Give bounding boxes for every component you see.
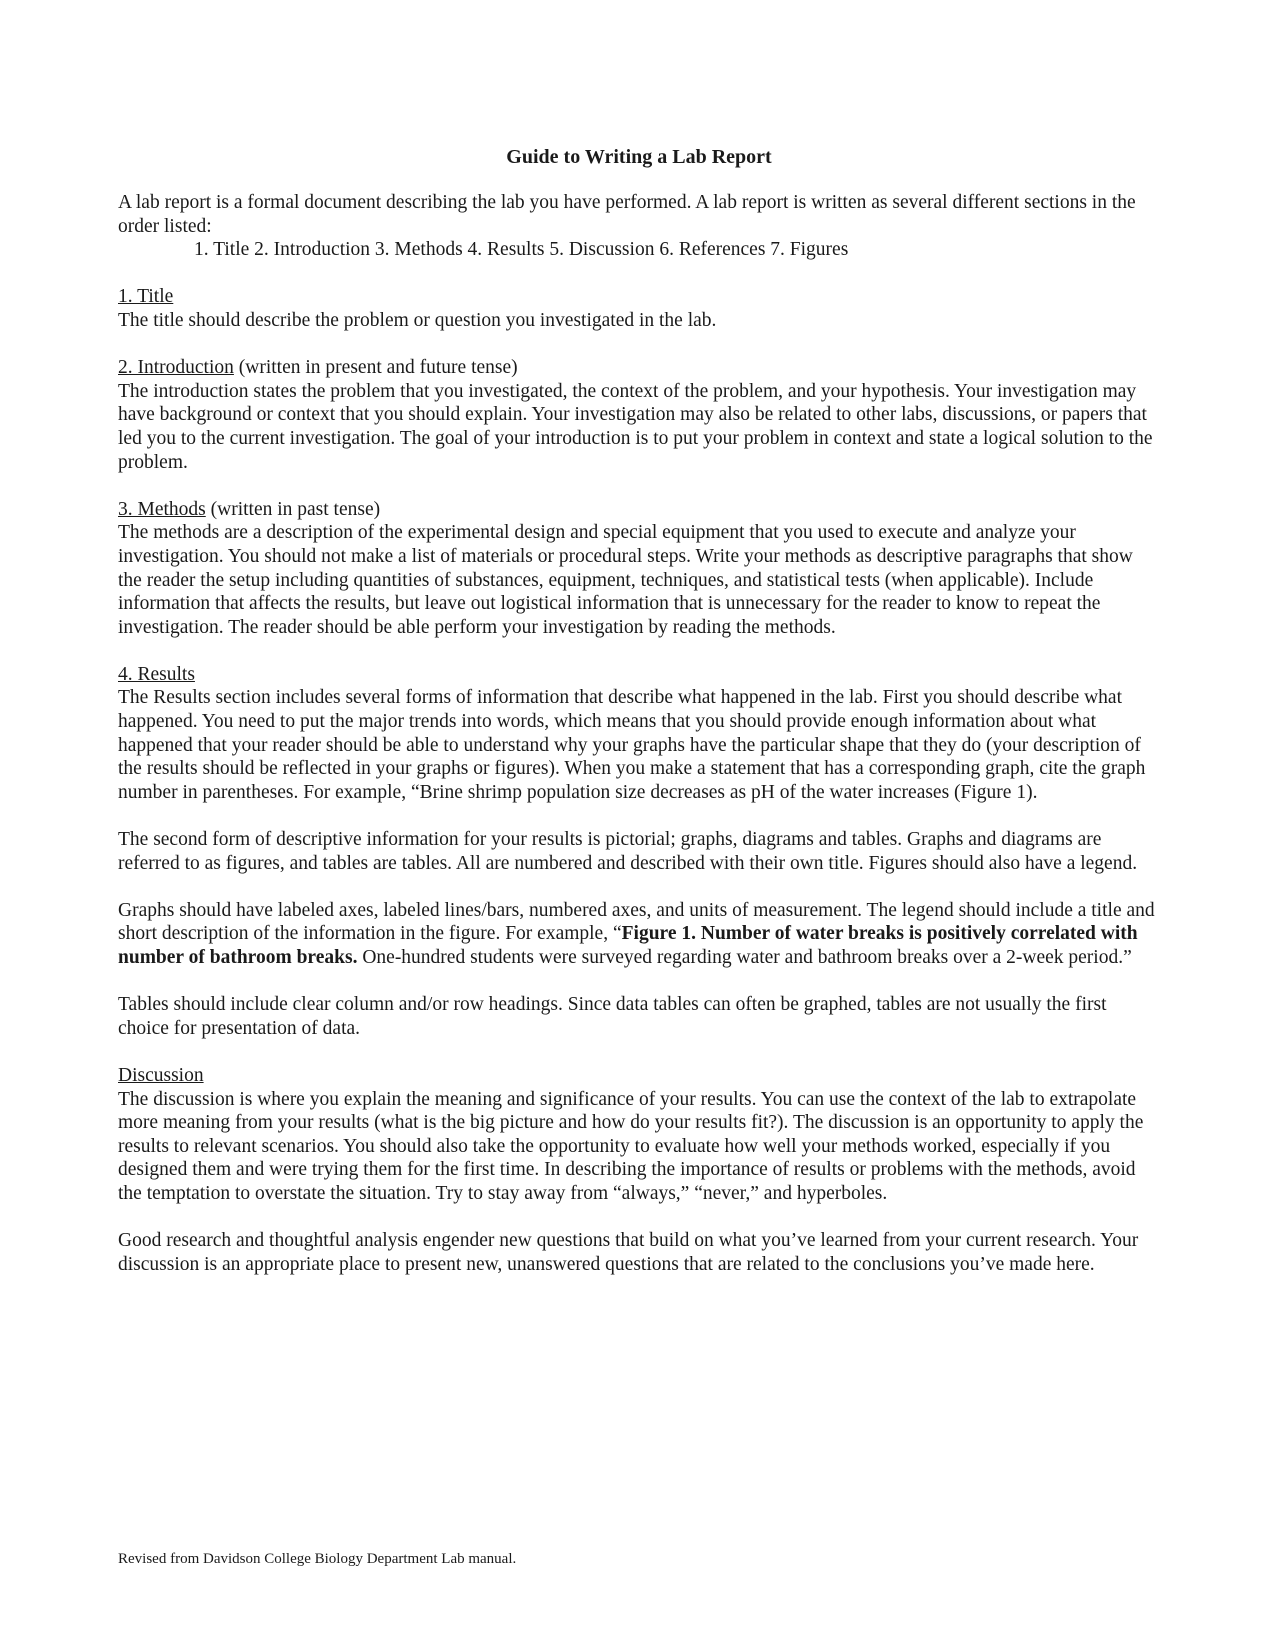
results-paragraph-3 bbox=[118, 899, 1160, 970]
section-introduction bbox=[118, 356, 1160, 474]
section-heading-discussion: Discussion bbox=[118, 1064, 204, 1086]
section-discussion bbox=[118, 1064, 1160, 1276]
document-title: Guide to Writing a Lab Report bbox=[506, 146, 772, 168]
section-body-introduction: The introduction states the problem that you investigated, the context of the problem, and your hypothesis. Your investigation may have background or context that you should explain. Your investigation may also be related to other labs, discussions, or papers that led you to the current investigation. The goal of your introduction is to put your problem in context and state a logical solution to the problem. bbox=[118, 380, 1153, 473]
section-heading-introduction: 2. Introduction bbox=[118, 357, 234, 379]
section-note-introduction: (written in present and future tense) bbox=[233, 357, 518, 379]
section-heading-title: 1. Title bbox=[118, 286, 174, 308]
section-results bbox=[118, 663, 1160, 1041]
results-paragraph-3-end: One-hundred students were surveyed regarding water and bathroom breaks over a 2-week period.” bbox=[357, 947, 1132, 968]
document-footer: Revised from Davidson College Biology Department Lab manual. bbox=[118, 1551, 517, 1567]
section-heading-results: 4. Results bbox=[118, 663, 195, 685]
intro-paragraph: A lab report is a formal document describing the lab you have performed. A lab report is written as several different sections in the order listed: bbox=[118, 192, 1136, 237]
section-body-title: The title should describe the problem or question you investigated in the lab. bbox=[118, 309, 717, 331]
section-body-methods: The methods are a description of the experimental design and special equipment that you used to execute and analyze your investigation. You should not make a list of materials or procedural steps. Write your methods as descriptive paragraphs that show the reader the setup including quantities of substances, equipment, techniques, and statistical tests (when applicable). Include information that affects the results, but leave out logistical information that is unnecessary for the reader to know to repeat the investigation. The reader should be able perform your investigation by reading the methods. bbox=[118, 522, 1133, 638]
discussion-paragraph-1: The discussion is where you explain the meaning and significance of your results. You can use the context of the lab to extrapolate more meaning from your results (what is the big picture and how do your results fit?). The discussion is an opportunity to apply the results to relevant scenarios. You should also take the opportunity to evaluate how well your methods worked, especially if you designed them and were trying them for the first time. In describing the importance of results or problems with the methods, avoid the temptation to overstate the situation. Try to stay away from “always,” “never,” and hyperboles. bbox=[118, 1088, 1144, 1204]
discussion-paragraph-2: Good research and thoughtful analysis engender new questions that build on what you’ve learned from your current research. Your discussion is an appropriate place to present new, unanswered questions that are related to the conclusions you’ve made here. bbox=[118, 1230, 1139, 1275]
results-paragraph-3-start: Graphs should have labeled axes, labeled lines/bars, numbered axes, and units of measurement. The legend should include a title and short description of the information in the figure. For example, “ bbox=[118, 899, 1155, 945]
section-list: 1. Title 2. Introduction 3. Methods 4. Results 5. Discussion 6. References 7. Figures bbox=[194, 239, 849, 261]
section-note-methods: (written in past tense) bbox=[205, 498, 381, 520]
section-methods bbox=[118, 498, 1160, 640]
results-paragraph-2: The second form of descriptive information for your results is pictorial; graphs, diagrams and tables. Graphs and diagrams are referred to as figures, and tables are tables. All are numbered and described with their own title. Figures should also have a legend. bbox=[118, 829, 1138, 874]
document-page bbox=[118, 145, 1160, 1276]
figure-legend-example: Figure 1. Number of water breaks is positively correlated with number of bathroom breaks. bbox=[118, 923, 1138, 968]
results-paragraph-1: The Results section includes several forms of information that describe what happened in the lab. First you should describe what happened. You need to put the major trends into words, which means that you should provide enough information about what happened that your reader should be able to understand why your graphs have the particular shape that they do (your description of the results should be reflected in your graphs or figures). When you make a statement that has a corresponding graph, cite the graph number in parentheses. For example, “Brine shrimp population size decreases as pH of the water increases (Figure 1). bbox=[118, 687, 1146, 803]
section-heading-methods: 3. Methods bbox=[118, 498, 206, 520]
section-title bbox=[118, 285, 1160, 332]
results-paragraph-4: Tables should include clear column and/or row headings. Since data tables can often be graphed, tables are not usually the first choice for presentation of data. bbox=[118, 994, 1107, 1039]
